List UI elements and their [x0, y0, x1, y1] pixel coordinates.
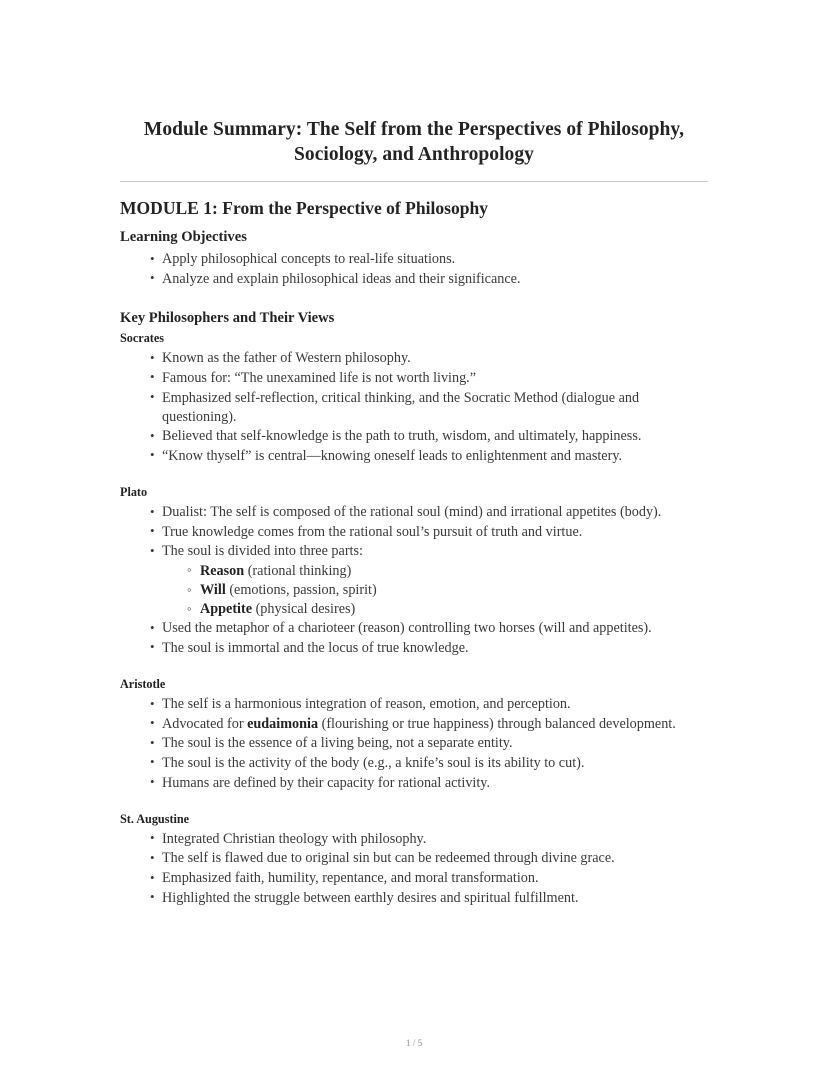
- list-item: • True knowledge comes from the rational soul’s pursuit of truth and virtue.: [120, 523, 708, 542]
- list-item: • The soul is the activity of the body (e.g., a knife’s soul is its ability to cut).: [120, 754, 708, 773]
- philosopher-heading-aristotle: Aristotle: [120, 676, 166, 691]
- soul-part-description: (physical desires): [252, 601, 356, 618]
- eudaimonia-term: eudaimonia: [247, 715, 319, 732]
- list-item: • The soul is divided into three parts:: [120, 542, 708, 561]
- soul-part-description: (rational thinking): [244, 562, 352, 579]
- plato-list: [120, 503, 708, 561]
- aristotle-list: [120, 695, 708, 792]
- list-item: • Believed that self-knowledge is the path to truth, wisdom, and ultimately, happiness.: [120, 427, 708, 446]
- list-item: • The self is a harmonious integration of reason, emotion, and perception.: [120, 695, 708, 714]
- st-augustine-list: [120, 830, 708, 908]
- list-item: • Used the metaphor of a charioteer (reason) controlling two horses (will and appetites).: [120, 619, 708, 638]
- title-divider: [120, 181, 708, 182]
- key-philosophers-heading: Key Philosophers and Their Views: [120, 309, 335, 326]
- socrates-list: [120, 349, 708, 466]
- philosopher-heading-socrates: Socrates: [120, 331, 164, 346]
- learning-objectives-heading: Learning Objectives: [120, 228, 247, 245]
- learning-objectives-section: [120, 228, 708, 289]
- page-title: Module Summary: The Self from the Perspectives of Philosophy, Sociology, and Anthropology: [143, 119, 685, 165]
- soul-part-name: Appetite: [200, 601, 253, 618]
- list-item: [120, 581, 708, 600]
- list-item: • Emphasized self-reflection, critical thinking, and the Socratic Method (dialogue and questioning).: [120, 389, 708, 427]
- list-item: • Emphasized faith, humility, repentance, and moral transformation.: [120, 869, 708, 888]
- list-item: • The soul is the essence of a living being, not a separate entity.: [120, 734, 708, 753]
- soul-part-name: Will: [200, 582, 226, 598]
- page-number-footer: 1 / 5: [405, 1038, 423, 1048]
- plato-list-continued: [120, 619, 708, 658]
- key-philosophers-section: [120, 309, 708, 908]
- list-item: [120, 600, 708, 619]
- list-item: • Dualist: The self is composed of the rational soul (mind) and irrational appetites (body).: [120, 503, 708, 522]
- list-item: • Highlighted the struggle between earthly desires and spiritual fulfillment.: [120, 889, 708, 908]
- list-item: • Analyze and explain philosophical ideas and their significance.: [120, 270, 708, 289]
- item-text-post: (flourishing or true happiness) through balanced development.: [318, 715, 676, 732]
- list-item: [120, 715, 708, 734]
- list-item: • Known as the father of Western philosophy.: [120, 349, 708, 368]
- plato-soul-parts-list: [120, 562, 708, 619]
- list-item: • “Know thyself” is central—knowing oneself leads to enlightenment and mastery.: [120, 447, 708, 466]
- philosopher-heading-plato: Plato: [120, 484, 148, 499]
- list-item: • Famous for: “The unexamined life is not worth living.”: [120, 369, 708, 388]
- soul-part-description: (emotions, passion, spirit): [225, 582, 377, 598]
- list-item: • Humans are defined by their capacity for rational activity.: [120, 774, 708, 793]
- list-item: [120, 562, 708, 581]
- list-item: • Apply philosophical concepts to real-life situations.: [120, 250, 708, 269]
- item-text-pre: Advocated for: [162, 715, 248, 732]
- module-heading: MODULE 1: From the Perspective of Philosophy: [120, 197, 489, 218]
- list-item: • Integrated Christian theology with philosophy.: [120, 830, 708, 849]
- list-item: • The self is flawed due to original sin but can be redeemed through divine grace.: [120, 849, 708, 868]
- list-item: • The soul is immortal and the locus of true knowledge.: [120, 639, 708, 658]
- soul-part-name: Reason: [200, 562, 245, 579]
- philosopher-heading-st-augustine: St. Augustine: [120, 811, 190, 826]
- learning-objectives-list: [120, 250, 708, 289]
